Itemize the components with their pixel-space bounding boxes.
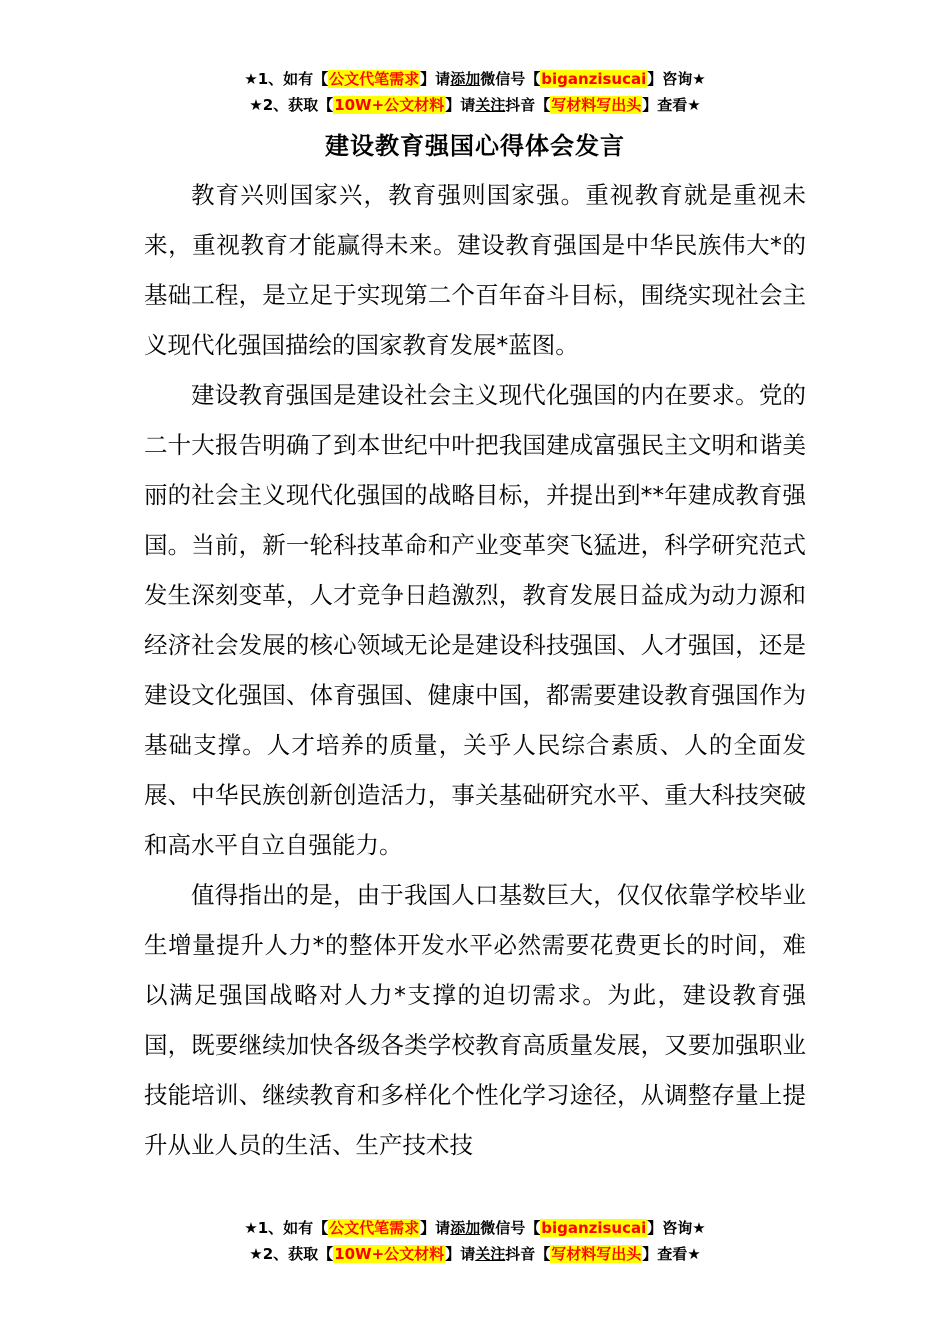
paragraph: 建设教育强国是建设社会主义现代化强国的内在要求。党的二十大报告明确了到本世纪中叶把我国建成富强民主文明和谐美丽的社会主义现代化强国的战略目标，并提出到**年建成教育强国。当前，新一轮科技革命和产业变革突飞猛进，科学研究范式发生深刻变革，人才竞争日趋激烈，教育发展日益成为动力源和经济社会发展的核心领域无论是建设科技强国、人才强国，还是建设文化强国、体育强国、健康中国，都需要建设教育强国作为基础支撑。人才培养的质量，关乎人民综合素质、人的全面发展、中华民族创新创造活力，事关基础研究水平、重大科技突破和高水平自立自强能力。	[144, 381, 806, 859]
footer-banner	[0, 1215, 950, 1267]
highlight-materials: 10W+公文材料	[334, 1245, 445, 1263]
underlined-text: 关注	[475, 96, 506, 114]
underlined-text: 关注	[475, 1245, 506, 1263]
banner-text: 】请	[445, 96, 476, 114]
banner-text: 微信号【	[480, 70, 541, 88]
banner-text: 】咨询★	[647, 70, 706, 88]
banner-text: 】请	[420, 70, 451, 88]
banner-text: 微信号【	[480, 1219, 541, 1237]
underlined-text: 添加	[450, 1219, 481, 1237]
banner-line-2	[0, 92, 950, 118]
highlight-wechat-id: biganzisucai	[541, 1219, 647, 1237]
banner-text: 】查看★	[642, 1245, 701, 1263]
banner-text: 抖音【	[505, 1245, 551, 1263]
banner-text: 】咨询★	[647, 1219, 706, 1237]
banner-text: 】查看★	[642, 96, 701, 114]
highlight-douyin-account: 写材料写出头	[551, 1245, 642, 1263]
banner-text: ★1、如有【	[244, 70, 329, 88]
highlight-materials: 10W+公文材料	[334, 96, 445, 114]
highlight-wechat-id: biganzisucai	[541, 70, 647, 88]
banner-text: 】请	[445, 1245, 476, 1263]
document-body	[144, 170, 806, 1159]
highlight-douyin-account: 写材料写出头	[551, 96, 642, 114]
banner-text: 抖音【	[505, 96, 551, 114]
underlined-text: 添加	[450, 70, 481, 88]
banner-text: ★2、获取【	[249, 1245, 334, 1263]
paragraph: 值得指出的是，由于我国人口基数巨大，仅仅依靠学校毕业生增量提升人力*的整体开发水平必然需要花费更长的时间，难以满足强国战略对人力*支撑的迫切需求。为此，建设教育强国，既要继续加快各级各类学校教育高质量发展，又要加强职业技能培训、继续教育和多样化个性化学习途径，从调整存量上提升从业人员的生活、生产技术技	[144, 881, 806, 1159]
highlight-service: 公文代笔需求	[329, 70, 420, 88]
banner-line-2	[0, 1241, 950, 1267]
banner-text: ★1、如有【	[244, 1219, 329, 1237]
banner-line-1	[0, 66, 950, 92]
document-title: 建设教育强国心得体会发言	[325, 132, 625, 160]
banner-text: ★2、获取【	[249, 96, 334, 114]
banner-text: 】请	[420, 1219, 451, 1237]
header-banner	[0, 66, 950, 118]
highlight-service: 公文代笔需求	[329, 1219, 420, 1237]
banner-line-1	[0, 1215, 950, 1241]
paragraph: 教育兴则国家兴，教育强则国家强。重视教育就是重视未来，重视教育才能赢得未来。建设教育强国是中华民族伟大*的基础工程，是立足于实现第二个百年奋斗目标，围绕实现社会主义现代化强国描绘的国家教育发展*蓝图。	[144, 181, 806, 359]
